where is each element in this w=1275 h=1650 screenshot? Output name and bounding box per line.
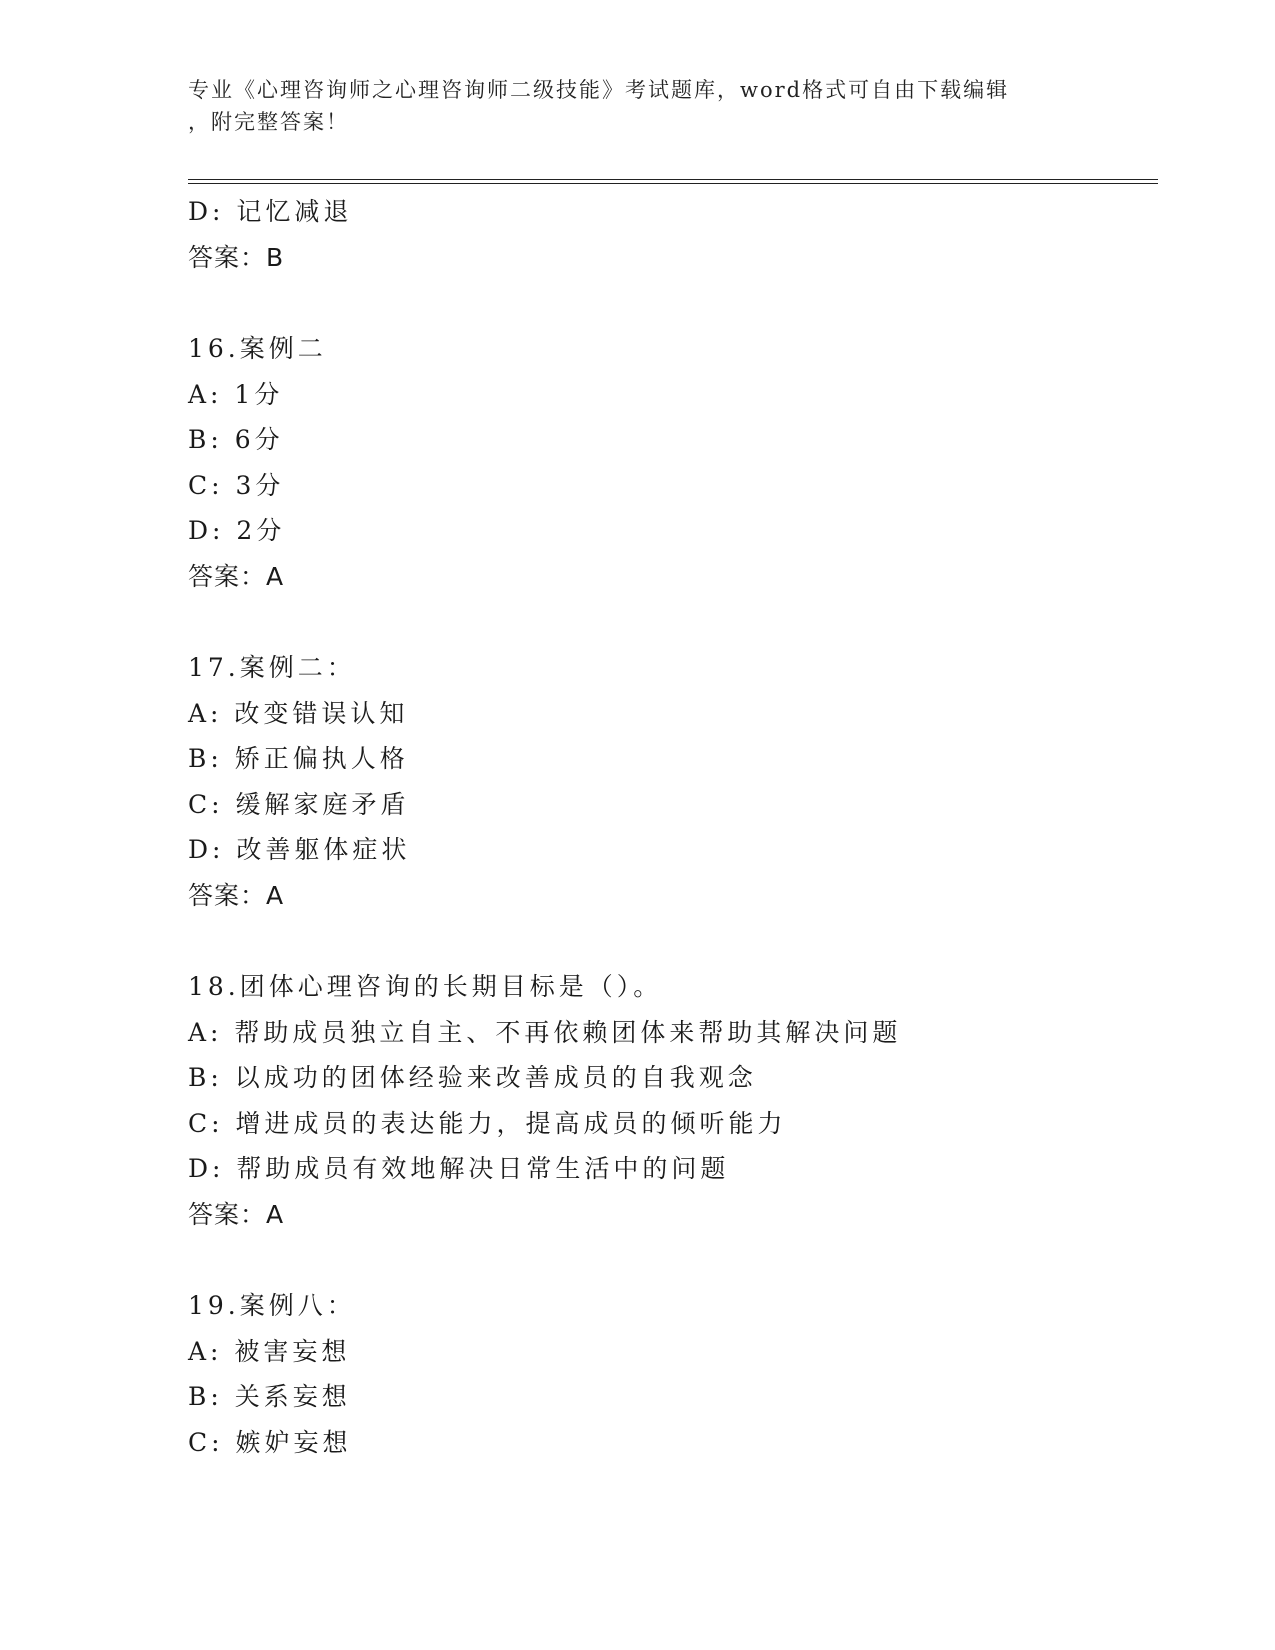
answer-line: 答案：B [188, 242, 285, 272]
header-line-2: ，附完整答案！ [188, 110, 349, 134]
option-d: D: 改善躯体症状 [188, 835, 411, 864]
question-title: 16.案例二 [188, 334, 327, 363]
option-d: D: 帮助成员有效地解决日常生活中的问题 [188, 1154, 730, 1183]
option-c: C: 增进成员的表达能力，提高成员的倾听能力 [188, 1108, 787, 1138]
answer-line: 答案：A [188, 1199, 285, 1229]
option-b: B: 以成功的团体经验来改善成员的自我观念 [188, 1063, 757, 1092]
option-a: A: 1分 [188, 379, 284, 409]
option-b: B: 6分 [188, 425, 284, 454]
option-b: B: 关系妄想 [188, 1382, 351, 1411]
option-a: A: 改变错误认知 [188, 698, 409, 728]
header-line-1: 专业《心理咨询师之心理咨询师二级技能》考试题库，word格式可自由下载编辑 [188, 78, 1010, 102]
question-title: 17.案例二： [188, 653, 356, 682]
option-b: B: 矫正偏执人格 [188, 744, 409, 773]
option-a: A: 被害妄想 [188, 1336, 351, 1366]
question-block-16 [188, 326, 1148, 599]
question-block-18 [188, 964, 1148, 1237]
option-d: D: 2分 [188, 516, 286, 545]
option-d: D: 记忆减退 [188, 197, 353, 226]
answer-line: 答案：A [188, 880, 285, 910]
option-c: C: 3分 [188, 470, 285, 500]
header-divider [188, 179, 1158, 184]
answer-line: 答案：A [188, 561, 285, 591]
document-header [188, 74, 1088, 138]
option-a: A: 帮助成员独立自主、不再依赖团体来帮助其解决问题 [188, 1017, 902, 1047]
question-block-17 [188, 645, 1148, 918]
question-block-19 [188, 1283, 1148, 1465]
question-title: 18.团体心理咨询的长期目标是（）。 [188, 972, 663, 1001]
option-c: C: 缓解家庭矛盾 [188, 789, 410, 819]
question-list [188, 189, 1148, 1465]
question-title: 19.案例八： [188, 1291, 356, 1320]
option-c: C: 嫉妒妄想 [188, 1427, 352, 1457]
question-block-15 [188, 189, 1148, 280]
